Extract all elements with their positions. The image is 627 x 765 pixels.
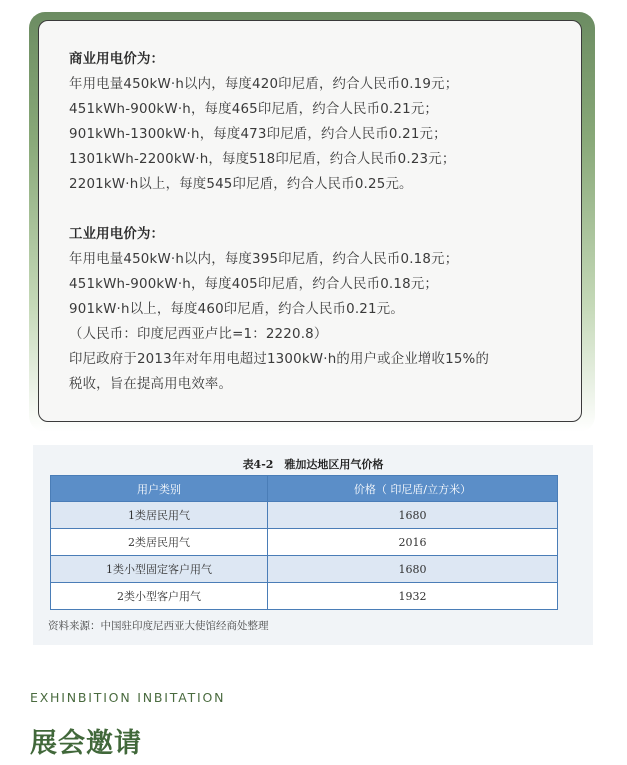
cell-price: 1932 [268,583,558,610]
cell-category: 1类居民用气 [51,502,268,529]
exchange-rate-note: （人民币：印度尼西亚卢比=1：2220.8） [69,327,328,342]
commercial-heading: 商业用电价为： [69,52,165,67]
industrial-line: 451kWh-900kW·h，每度405印尼盾，约合人民币0.18元； [69,277,439,292]
table-row [51,583,558,610]
section-label-en: EXHINBITION INBITATION [30,690,226,705]
policy-note-line: 税收，旨在提高用电效率。 [69,377,233,392]
data-source-note: 资料来源：中国驻印度尼西亚大使馆经商处整理 [48,620,269,632]
section-title-cn: 展会邀请 [30,728,142,759]
table-row [51,556,558,583]
electricity-price-panel [38,20,582,422]
gas-price-table [50,475,558,610]
policy-note-line: 印尼政府于2013年对年用电超过1300kW·h的用户或企业增收15%的 [69,352,490,367]
commercial-line: 901kWh-1300kW·h，每度473印尼盾，约合人民币0.21元； [69,127,447,142]
commercial-line: 1301kWh-2200kW·h，每度518印尼盾，约合人民币0.23元； [69,152,456,167]
industrial-line: 901kW·h以上，每度460印尼盾，约合人民币0.21元。 [69,302,404,317]
cell-category: 1类小型固定客户用气 [51,556,268,583]
commercial-line: 2201kW·h以上，每度545印尼盾，约合人民币0.25元。 [69,177,413,192]
commercial-line: 451kWh-900kW·h，每度465印尼盾，约合人民币0.21元； [69,102,439,117]
cell-category: 2类居民用气 [51,529,268,556]
table-row [51,502,558,529]
industrial-heading: 工业用电价为： [69,227,165,242]
cell-price: 2016 [268,529,558,556]
industrial-line: 年用电量450kW·h以内，每度395印尼盾，约合人民币0.18元； [69,252,459,267]
cell-category: 2类小型客户用气 [51,583,268,610]
table-caption: 表4-2 雅加达地区用气价格 [242,458,384,471]
cell-price: 1680 [268,556,558,583]
table-row [51,529,558,556]
header-category: 用户类别 [51,476,268,502]
table-header-row [51,476,558,502]
cell-price: 1680 [268,502,558,529]
gas-price-table-section [33,445,593,645]
commercial-line: 年用电量450kW·h以内，每度420印尼盾，约合人民币0.19元； [69,77,459,92]
header-price: 价格（ 印尼盾/立方米） [268,476,558,502]
